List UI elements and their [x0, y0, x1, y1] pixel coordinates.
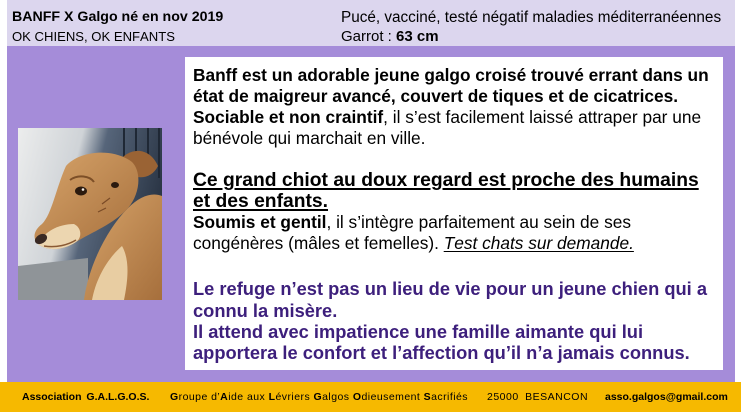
main-panel: [7, 46, 735, 382]
intro-text: Banff est un adorable jeune galgo croisé trouvé errant dans un état de maigreur avancé, couvert de tiques et de cicatrices.: [193, 65, 709, 106]
cats-test-note: Test chats sur demande.: [443, 233, 634, 253]
acronym-initial: L: [268, 391, 276, 403]
appeal-family-text: Il attend avec impatience une famille aimante qui lui apportera le confort et l’affection qu’il n’a jamais connus.: [193, 320, 690, 364]
acronym-expansion: [170, 391, 468, 404]
health-status: Pucé, vacciné, testé négatif maladies méditerranéennes: [341, 9, 722, 26]
appeal-refuge-text: Le refuge n’est pas un lieu de vie pour un jeune chien qui a connu la misère.: [193, 278, 707, 321]
acronym-initial: S: [423, 391, 432, 403]
temperament-highlight: Soumis et gentil: [193, 212, 327, 232]
association-city: 25000 BESANCON: [487, 391, 589, 403]
sociable-text: [193, 107, 717, 149]
acronym-word-rest: roupe d’: [178, 391, 221, 403]
acronym-initial: G: [313, 391, 323, 403]
shoulder-height-value: 63 cm: [396, 28, 439, 45]
acronym-initial: O: [352, 391, 362, 403]
acronym-initial: A: [220, 391, 229, 403]
acronym-word-rest: ide aux: [228, 391, 269, 403]
dog-eye-highlight: [82, 188, 85, 191]
dog-name-title: BANFF X Galgo né en nov 2019: [12, 9, 224, 25]
sociable-detail: , il s’est facilement laissé attraper par une bénévole qui marchait en ville.: [193, 107, 702, 148]
dog-eye-left: [75, 187, 87, 196]
acronym-word-rest: dieusement: [361, 391, 424, 403]
header-band: [7, 0, 735, 46]
headline-text: Ce grand chiot au doux regard est proche des humains et des enfants.: [193, 170, 699, 212]
association-email: asso.galgos@gmail.com: [605, 391, 728, 403]
acronym-word-rest: évriers: [275, 391, 314, 403]
footer-band: [0, 382, 741, 412]
acronym-word-rest: acrifiés: [431, 391, 468, 403]
compatibility-label: OK CHIENS, OK ENFANTS: [12, 29, 175, 44]
association-name: Association G.A.L.G.O.S.: [22, 391, 150, 403]
temperament-detail: , il s’intègre parfaitement au sein de ses congénères (mâles et femelles).: [193, 212, 631, 253]
acronym-initial: G: [170, 391, 179, 403]
shoulder-height: [341, 28, 439, 46]
sociable-highlight: Sociable et non craintif: [193, 107, 384, 127]
temperament-text: [193, 212, 717, 254]
dog-eye-right: [111, 182, 119, 188]
dog-photo: [18, 128, 162, 300]
description-box: [185, 57, 723, 370]
acronym-word-rest: algos: [322, 391, 353, 403]
shoulder-height-label: Garrot :: [341, 28, 397, 45]
